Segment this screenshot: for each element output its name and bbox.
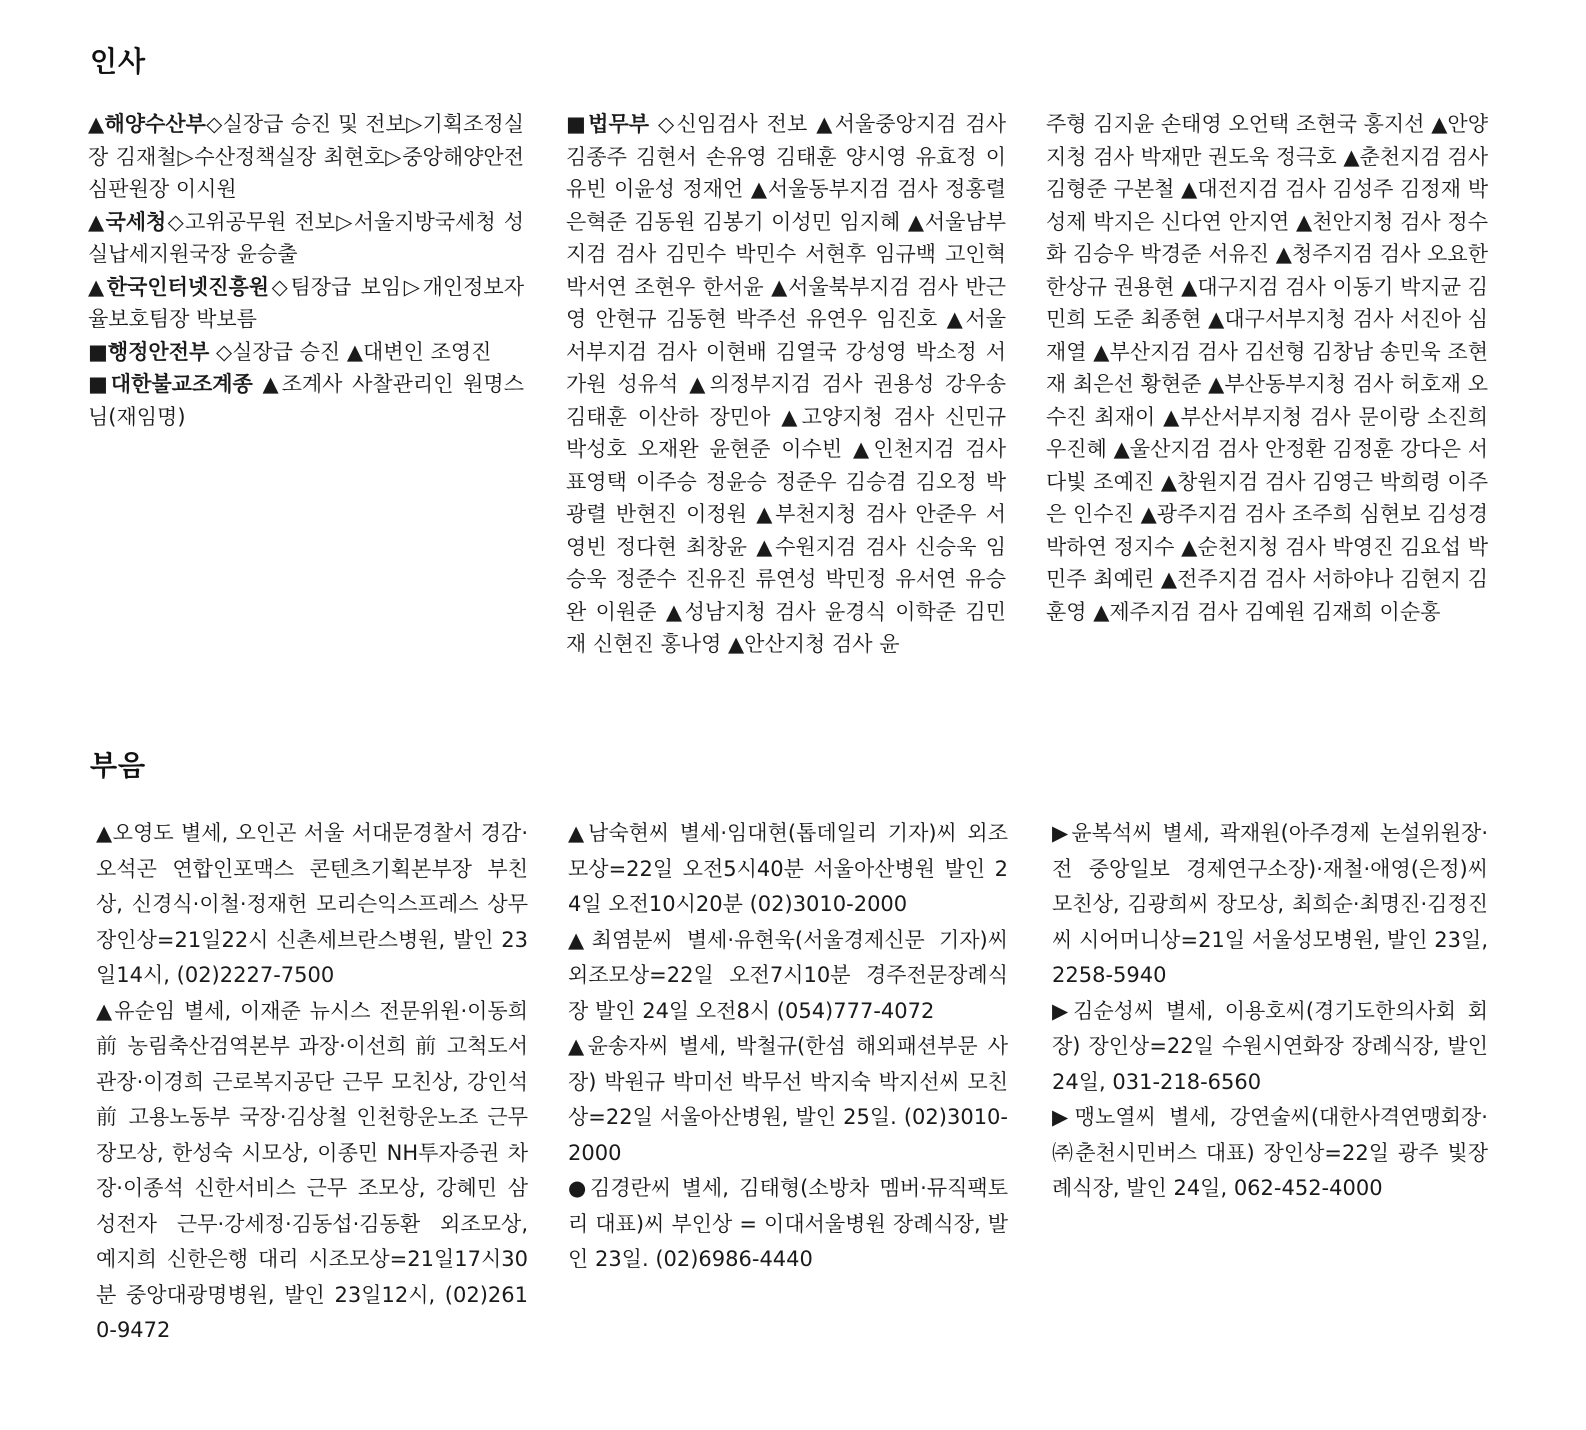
entry-body: ●김경란씨 별세, 김태형(소방차 멤버·뮤직팩토리 대표)씨 부인상 = 이대서울병원 장례식장, 발인 23일. (02)6986-4440 xyxy=(568,1176,1008,1271)
bugo-entry xyxy=(1052,816,1488,994)
insa-entry xyxy=(88,368,524,433)
entry-head: ▲해양수산부 xyxy=(88,112,206,136)
insa-column-3 xyxy=(1046,108,1488,628)
insa-column-2 xyxy=(566,108,1006,661)
entry-head: ■행정안전부 xyxy=(88,339,210,364)
entry-head: ▲국세청 xyxy=(88,209,167,234)
entry-head: ■법무부 xyxy=(566,112,650,136)
insa-title: 인사 xyxy=(90,45,147,78)
bugo-column-1 xyxy=(96,816,528,1349)
entry-body: ▶윤복석씨 별세, 곽재원(아주경제 논설위원장·전 중앙일보 경제연구소장)·재철·애영(은정)씨 모친상, 김광희씨 장모상, 최희순·최명진·김정진씨 시어머니상=21일 서울성모병원, 발인 23일, 2258-5940 xyxy=(1052,821,1488,987)
bugo-title: 부음 xyxy=(90,749,147,782)
entry-body: ◇실장급 승진 ▲대변인 조영진 xyxy=(209,339,492,364)
entry-body: ◇신임검사 전보 ▲서울중앙지검 검사 김종주 김현서 손유영 김태훈 양시영 유효정 이유빈 이윤성 정재언 ▲서울동부지검 검사 정홍렬 은혁준 김동원 김봉기 이성민 임지혜 ▲서울남부지검 검사 김민수 박민수 서현후 임규백 고인혁 박서연 조현우 한서윤 ▲서울북부지검 검사 반근영 안현규 김동현 박주선 유연우 임진호 ▲서울서부지검 검사 이현배 김열국 강성영 박소정 서가원 성유석 ▲의정부지검 검사 권용성 강우송 김태훈 이산하 장민아 ▲고양지청 검사 신민규 박성호 오재완 윤현준 이수빈 ▲인천지검 검사 표영택 이주승 정윤승 정준우 김승겸 김오정 박광렬 반현진 이정원 ▲부천지청 검사 안준우 서영빈 정다현 최창윤 ▲수원지검 검사 신승욱 임승욱 정준수 진유진 류연성 박민정 유서연 유승완 이원준 ▲성남지청 검사 윤경식 이학준 김민재 신현진 홍나영 ▲안산지청 검사 윤 xyxy=(566,112,1006,656)
entry-head: ▲한국인터넷진흥원 xyxy=(88,274,270,299)
entry-body: ▶맹노열씨 별세, 강연술씨(대한사격연맹회장·㈜춘천시민버스 대표) 장인상=22일 광주 빛장례식장, 발인 24일, 062-452-4000 xyxy=(1052,1105,1488,1200)
insa-entry xyxy=(88,108,524,206)
entry-body: ▲유순임 별세, 이재준 뉴시스 전문위원·이동희 前 농림축산검역본부 과장·이선희 前 고척도서관장·이경희 근로복지공단 근무 모친상, 강인석 前 고용노동부 국장·김상철 인천항운노조 근무 장모상, 한성숙 시모상, 이종민 NH투자증권 차장·이종석 신한서비스 근무 조모상, 강혜민 삼성전자 근무·강세정·김동섭·김동환 외조모상, 예지희 신한은행 대리 시조모상=21일17시30분 중앙대광명병원, 발인 23일12시, (02)2610-9472 xyxy=(96,998,528,1342)
entry-body: ◇고위공무원 전보▷서울지방국세청 성실납세지원국장 윤승출 xyxy=(88,209,524,266)
entry-body: ◇팀장급 보임▷개인정보자율보호팀장 박보름 xyxy=(88,274,524,331)
entry-body: ▲최염분씨 별세·유현욱(서울경제신문 기자)씨 외조모상=22일 오전7시10분 경주전문장례식장 발인 24일 오전8시 (054)777-4072 xyxy=(568,927,1008,1023)
bugo-entry xyxy=(568,923,1008,1030)
insa-entry xyxy=(88,206,524,271)
bugo-column-3 xyxy=(1052,816,1488,1207)
bugo-entry xyxy=(568,1029,1008,1171)
insa-entry xyxy=(88,271,524,336)
bugo-entry xyxy=(96,816,528,994)
entry-head: ■대한불교조계종 xyxy=(88,372,253,396)
bugo-entry xyxy=(1052,994,1488,1101)
entry-body: ◇실장급 승진 및 전보▷기획조정실장 김재철▷수산정책실장 최현호▷중앙해양안전심판원장 이시원 xyxy=(88,112,524,201)
entry-body: ▲윤송자씨 별세, 박철규(한섬 해외패션부문 사장) 박원규 박미선 박무선 박지숙 박지선씨 모친상=22일 서울아산병원, 발인 25일. (02)3010-2000 xyxy=(568,1034,1008,1165)
entry-body: ▶김순성씨 별세, 이용호씨(경기도한의사회 회장) 장인상=22일 수원시연화장 장례식장, 발인 24일, 031-218-6560 xyxy=(1052,998,1488,1094)
entry-body: ▲오영도 별세, 오인곤 서울 서대문경찰서 경감·오석곤 연합인포맥스 콘텐츠기획본부장 부친상, 신경식·이철·정재헌 모리슨익스프레스 상무 장인상=21일22시 신촌세브란스병원, 발인 23일14시, (02)2227-7500 xyxy=(96,821,528,987)
insa-entry xyxy=(566,108,1006,661)
insa-column-1 xyxy=(88,108,524,433)
bugo-entry xyxy=(568,1171,1008,1278)
entry-body: ▲조계사 사찰관리인 원명스님(재임명) xyxy=(88,372,524,429)
bugo-entry xyxy=(568,816,1008,923)
insa-entry xyxy=(88,336,524,369)
entry-body: ▲남숙현씨 별세·임대현(톱데일리 기자)씨 외조모상=22일 오전5시40분 서울아산병원 발인 24일 오전10시20분 (02)3010-2000 xyxy=(568,821,1008,916)
entry-body: 주형 김지윤 손태영 오언택 조현국 홍지선 ▲안양지청 검사 박재만 권도욱 정극호 ▲춘천지검 검사 김형준 구본철 ▲대전지검 검사 김성주 김정재 박성제 박지은 신다연 안지연 ▲천안지청 검사 정수화 김승우 박경준 서유진 ▲청주지검 검사 오요한 한상규 권용현 ▲대구지검 검사 이동기 박지균 김민희 도준 최종현 ▲대구서부지청 검사 서진아 심재열 ▲부산지검 검사 김선형 김창남 송민욱 조현재 최은선 황현준 ▲부산동부지청 검사 허호재 오수진 최재이 ▲부산서부지청 검사 문이랑 소진희 우진혜 ▲울산지검 검사 안정환 김정훈 강다은 서다빛 조예진 ▲창원지검 검사 김영근 박희령 이주은 인수진 ▲광주지검 검사 조주희 심현보 김성경 박하연 정지수 ▲순천지청 검사 박영진 김요섭 박민주 최예린 ▲전주지검 검사 서하야나 김현지 김훈영 ▲제주지검 검사 김예원 김재희 이순홍 xyxy=(1046,112,1488,624)
insa-entry xyxy=(1046,108,1488,628)
bugo-entry xyxy=(96,994,528,1349)
bugo-entry xyxy=(1052,1100,1488,1207)
bugo-column-2 xyxy=(568,816,1008,1278)
